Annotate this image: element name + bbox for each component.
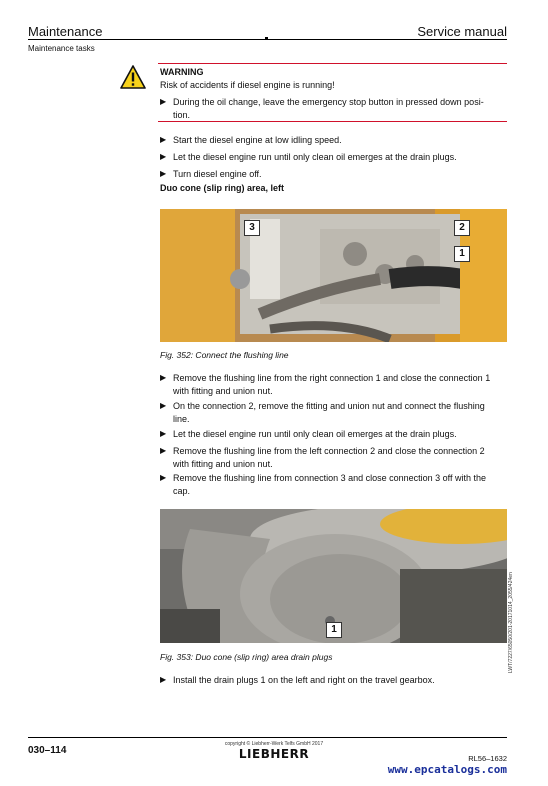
header-tick [265, 37, 268, 40]
warning-step [160, 96, 505, 121]
figure-label: 1 [454, 246, 470, 262]
liebherr-logo: LIEBHERR [238, 747, 310, 761]
image-reference-code [508, 555, 518, 673]
arrow-bullet-icon: ▶ [160, 97, 167, 106]
step-text: Let the diesel engine run until only clean oil emerges at the drain plugs. [173, 152, 457, 162]
step-text: Remove the flushing line from the left connection 2 and close the connection 2 [173, 446, 485, 456]
step-text: with fitting and union nut. [173, 385, 273, 396]
warning-triangle-icon [120, 65, 146, 89]
list-item [160, 134, 342, 147]
watermark-url-link[interactable]: www.epcatalogs.com [387, 763, 507, 776]
step-text: Turn diesel engine off. [173, 169, 262, 179]
section-heading: Duo cone (slip ring) area, left [160, 183, 285, 193]
step-text: Install the drain plugs 1 on the left and right on the travel gearbox. [173, 675, 435, 685]
warning-step-line: tion. [173, 109, 191, 120]
step-text: Remove the flushing line from the right connection 1 and close the connection 1 [173, 373, 491, 383]
list-item [160, 674, 435, 687]
list-item [160, 168, 262, 181]
footer-rule [28, 737, 507, 738]
copyright: copyright © Liebherr-Werk Telfs GmbH 2017 [224, 741, 324, 747]
arrow-bullet-icon: ▶ [160, 429, 167, 438]
figure-label: 3 [244, 220, 260, 236]
step-text: Start the diesel engine at low idling speed. [173, 135, 342, 145]
step-text: Let the diesel engine run until only clean oil emerges at the drain plugs. [173, 429, 457, 439]
figure-label: 2 [454, 220, 470, 236]
warning-title: WARNING [160, 67, 204, 77]
arrow-bullet-icon: ▶ [160, 152, 167, 161]
arrow-bullet-icon: ▶ [160, 135, 167, 144]
arrow-bullet-icon: ▶ [160, 373, 167, 382]
arrow-bullet-icon: ▶ [160, 169, 167, 178]
figure-label: 1 [326, 622, 342, 638]
step-text: Remove the flushing line from connection 3 and close connection 3 off with the [173, 473, 487, 483]
list-item [160, 400, 505, 425]
figure-352-photo [160, 209, 507, 342]
arrow-bullet-icon: ▶ [160, 473, 167, 482]
warning-step-line: During the oil change, leave the emergency stop button in pressed down posi- [173, 97, 484, 107]
list-item [160, 372, 505, 397]
warning-top-rule [158, 63, 507, 64]
figure-353-caption: Fig. 353: Duo cone (slip ring) area drain plugs [160, 652, 333, 662]
header-doc-type: Service manual [417, 24, 507, 39]
arrow-bullet-icon: ▶ [160, 446, 167, 455]
list-item [160, 428, 505, 441]
step-text: line. [173, 413, 190, 424]
warning-bottom-rule [158, 121, 507, 122]
step-text: cap. [173, 485, 191, 496]
figure-352-caption: Fig. 352: Connect the flushing line [160, 350, 289, 360]
header-section: Maintenance [28, 24, 103, 39]
list-item [160, 445, 505, 470]
document-reference: RL56–1632 [468, 754, 507, 763]
subsection-title: Maintenance tasks [28, 44, 95, 53]
step-text: On the connection 2, remove the fitting and union nut and connect the flushing [173, 401, 485, 411]
page-number: 030–114 [28, 745, 67, 756]
warning-risk: Risk of accidents if diesel engine is running! [160, 80, 335, 90]
image-reference-code-text: LWT/7227/65050/201-20171014_2055/424en [508, 572, 514, 673]
figure-353-photo [160, 509, 507, 643]
list-item [160, 472, 505, 497]
arrow-bullet-icon: ▶ [160, 675, 167, 684]
arrow-bullet-icon: ▶ [160, 401, 167, 410]
step-text: with fitting and union nut. [173, 458, 273, 469]
list-item [160, 151, 457, 164]
